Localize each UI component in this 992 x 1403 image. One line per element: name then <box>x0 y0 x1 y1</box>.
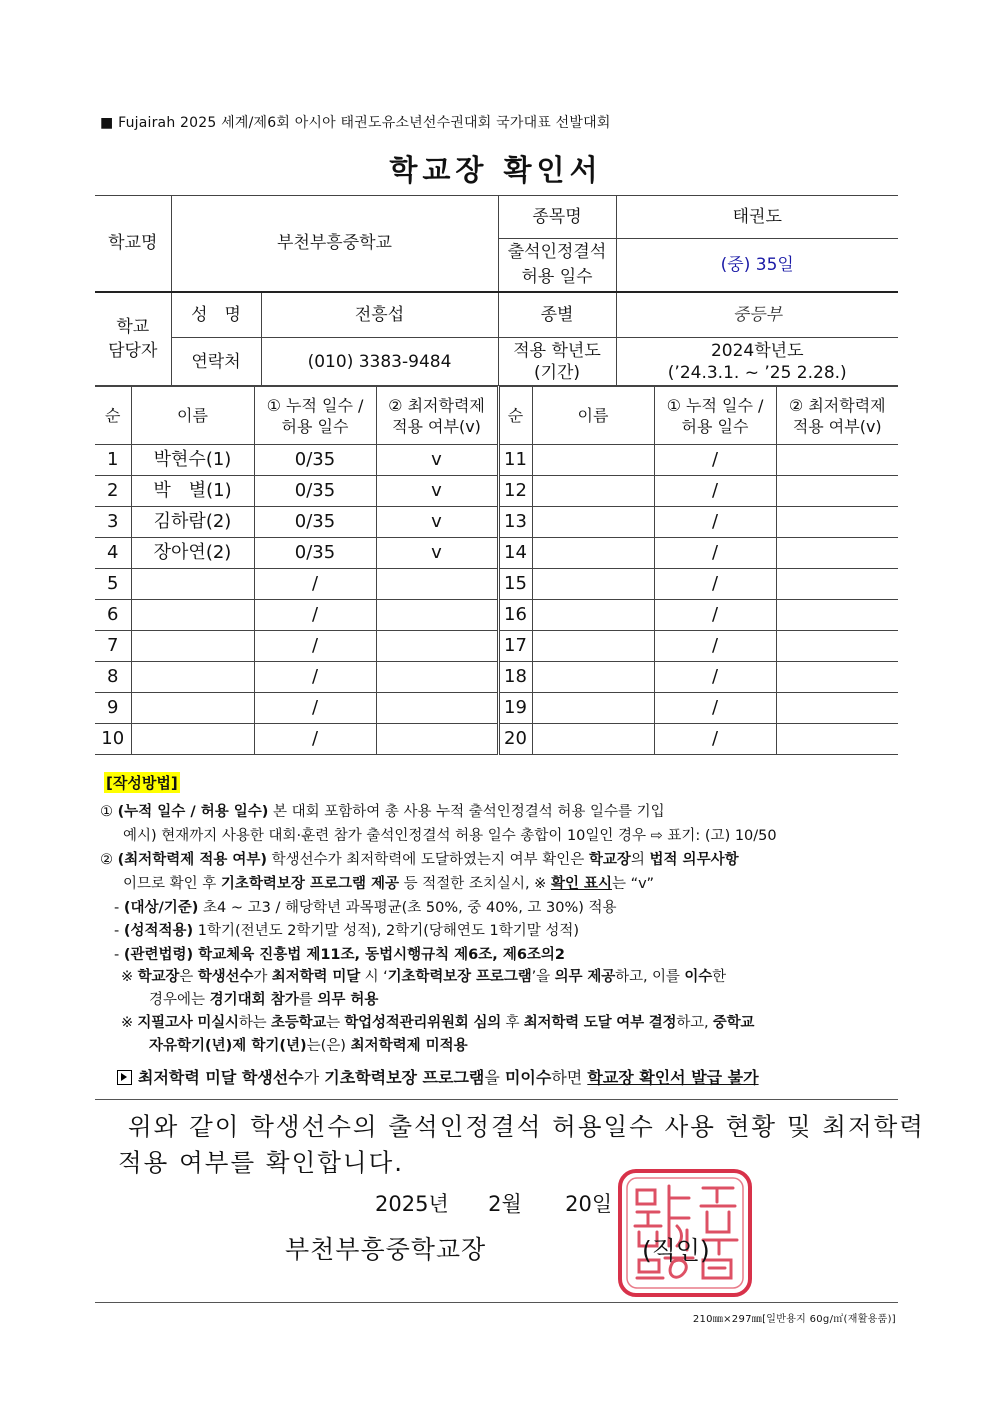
table-row <box>95 693 898 724</box>
method-l3-principal: 학교장 <box>588 852 631 868</box>
row-check-2 <box>776 724 898 755</box>
method-l1-title: (누적 일수 / 허용 일수) <box>117 804 269 820</box>
row-days-2: / <box>654 507 776 538</box>
row-days-2: / <box>654 569 776 600</box>
row-days: / <box>254 600 376 631</box>
row-no: 4 <box>95 538 131 569</box>
school-info-table <box>95 195 898 386</box>
document-title: 학교장 확인서 <box>389 153 603 187</box>
table-row <box>95 662 898 693</box>
row-no-2: 12 <box>498 476 532 507</box>
row-no-2: 19 <box>498 693 532 724</box>
row-name-2 <box>532 507 654 538</box>
notice-incomplete: 미이수 <box>504 1068 552 1087</box>
paper-spec-footer: 210㎜×297㎜[일반용지 60g/㎡(재활용품)] <box>692 1314 896 1325</box>
col-name-header: 이름 <box>131 387 254 445</box>
method-l3-marker: ② <box>100 852 118 868</box>
row-name <box>131 631 254 662</box>
row-name: 박 별(1) <box>131 476 254 507</box>
method-l4-program: 기초학력보장 프로그램 제공 <box>220 876 400 892</box>
method-l8-mark: ※ <box>121 969 138 985</box>
row-no: 8 <box>95 662 131 693</box>
method-line-2: 예시) 현재까지 사용한 대회·훈련 참가 출석인정결석 허용 일수 총합이 10일인 경우 ⇨ 표기: (고) 10/50 <box>123 828 777 844</box>
col-days-header <box>254 387 376 445</box>
method-l8-t6: 한 <box>712 969 727 985</box>
col-name-header-2: 이름 <box>532 387 654 445</box>
seal-label: (직인) <box>642 1236 710 1265</box>
row-check-2 <box>776 445 898 476</box>
row-name-2 <box>532 724 654 755</box>
method-l7-text: (관련법령) 학교체육 진흥법 제11조, 동법시행규칙 제6조, 제6조의2 <box>123 947 566 963</box>
col-check-header-2-line2: 적용 여부(v) <box>792 416 882 436</box>
method-l10-t4: 하고, <box>676 1015 713 1031</box>
notice-program: 기초학력보장 프로그램 <box>324 1068 485 1087</box>
notice-t1: 가 <box>303 1068 325 1087</box>
method-l10-middle: 중학교 <box>712 1015 755 1031</box>
row-no-2: 17 <box>498 631 532 662</box>
row-no: 7 <box>95 631 131 662</box>
row-check-2 <box>776 476 898 507</box>
contact-label: 연락처 <box>171 338 261 386</box>
allowed-days-value: (중) 35일 <box>616 239 898 292</box>
row-check <box>376 724 498 755</box>
method-label: [작성방법] <box>106 774 178 792</box>
table-row <box>95 569 898 600</box>
date-year: 2025년 <box>375 1192 449 1216</box>
row-check-2 <box>776 693 898 724</box>
col-check-header-2-line1: ② 최저학력제 <box>788 395 886 415</box>
row-no-2: 20 <box>498 724 532 755</box>
col-check-header <box>376 387 498 445</box>
manager-label-line1: 학교 <box>116 316 150 337</box>
confirm-statement-line1: 위와 같이 학생선수의 출석인정결석 허용일수 사용 현황 및 최저학력 <box>128 1112 925 1141</box>
row-name <box>131 569 254 600</box>
divider-bottom <box>95 1302 898 1303</box>
method-line-11 <box>149 1037 468 1055</box>
row-no: 1 <box>95 445 131 476</box>
method-line-5 <box>114 899 617 917</box>
col-no-header-2: 순 <box>498 387 532 445</box>
method-l8-principal: 학교장 <box>137 969 180 985</box>
year-value-line2: (’24.3.1. ~ ’25 2.28.) <box>667 362 847 383</box>
row-name <box>131 693 254 724</box>
method-l4-text-e: 는 “v” <box>612 876 654 892</box>
method-line-10 <box>121 1014 754 1032</box>
method-l1-marker: ① <box>100 804 118 820</box>
row-check <box>376 693 498 724</box>
notice-t2: 을 <box>484 1068 505 1087</box>
method-l11-free-semester: 자유학기(년)제 학기(년) <box>149 1038 307 1054</box>
method-l1-text: 본 대회 포함하여 총 사용 누적 출석인정결석 허용 일수를 기입 <box>268 804 665 820</box>
row-name <box>131 662 254 693</box>
method-l10-committee: 학업성적관리위원회 심의 <box>344 1015 502 1031</box>
method-l6-dash: - <box>114 923 124 939</box>
row-check: v <box>376 445 498 476</box>
method-l8-below: 최저학력 미달 <box>271 969 361 985</box>
row-no-2: 15 <box>498 569 532 600</box>
row-name-2 <box>532 631 654 662</box>
principal-signature-name: 부천부흥중학교장 <box>285 1235 487 1264</box>
row-name-2 <box>532 600 654 631</box>
name-value: 전흥섭 <box>261 292 498 338</box>
col-no-header: 순 <box>95 387 131 445</box>
year-label <box>498 338 616 386</box>
table-row <box>95 724 898 755</box>
method-line-6 <box>114 922 579 940</box>
allowed-days-label-line1: 출석인정결석 <box>507 241 607 262</box>
row-no-2: 13 <box>498 507 532 538</box>
method-l6-text: 1학기(전년도 2학기말 성적), 2학기(당해연도 1학기말 성적) <box>193 923 580 939</box>
row-no-2: 14 <box>498 538 532 569</box>
row-name: 박현수(1) <box>131 445 254 476</box>
method-l11-not-applied: 최저학력제 미적용 <box>350 1038 468 1054</box>
row-name: 김하람(2) <box>131 507 254 538</box>
date-month: 2월 <box>488 1192 522 1216</box>
method-l10-mark: ※ <box>121 1015 138 1031</box>
manager-label-line2: 담당자 <box>108 340 158 361</box>
method-l8-t1: 은 <box>179 969 198 985</box>
col-days-header-line2: 허용 일수 <box>281 416 349 436</box>
row-check: v <box>376 507 498 538</box>
row-check-2 <box>776 662 898 693</box>
row-no: 10 <box>95 724 131 755</box>
method-l4-text-a: 이므로 확인 후 <box>123 876 221 892</box>
row-days-2: / <box>654 476 776 507</box>
notice-line <box>117 1068 759 1088</box>
table-row <box>95 600 898 631</box>
row-name-2 <box>532 662 654 693</box>
year-label-line1: 적용 학년도 <box>513 340 601 361</box>
method-l3-text: 학생선수가 최저학력에 도달하였는지 여부 확인은 <box>267 852 589 868</box>
col-days-header-line1: ① 누적 일수 / <box>266 395 364 415</box>
row-no: 9 <box>95 693 131 724</box>
row-check: v <box>376 538 498 569</box>
row-days-2: / <box>654 662 776 693</box>
method-l5-title: (대상/기준) <box>123 900 199 916</box>
row-days: 0/35 <box>254 476 376 507</box>
row-days: 0/35 <box>254 507 376 538</box>
method-l8-complete: 이수 <box>684 969 713 985</box>
table-row <box>95 631 898 662</box>
notice-athlete: 최저학력 미달 학생선수 <box>138 1068 304 1087</box>
row-check <box>376 600 498 631</box>
method-l10-elementary: 초등학교 <box>270 1015 327 1031</box>
row-check-2 <box>776 569 898 600</box>
division-label: 종별 <box>498 292 616 338</box>
athlete-rows <box>95 445 898 755</box>
row-days: / <box>254 693 376 724</box>
table-row <box>95 476 898 507</box>
row-check <box>376 569 498 600</box>
method-line-3 <box>100 851 739 869</box>
school-name: 부천부흥중학교 <box>171 196 498 292</box>
method-l10-t3: 후 <box>501 1015 524 1031</box>
row-name-2 <box>532 445 654 476</box>
row-days-2: / <box>654 538 776 569</box>
row-no-2: 11 <box>498 445 532 476</box>
row-check-2 <box>776 507 898 538</box>
method-line-1 <box>100 803 665 821</box>
contact-value: (010) 3383-9484 <box>261 338 498 386</box>
method-l3-title: (최저학력제 적용 여부) <box>117 852 268 868</box>
name-label: 성 명 <box>171 292 261 338</box>
row-days-2: / <box>654 600 776 631</box>
method-l9-t2: 를 <box>298 992 318 1008</box>
table-row <box>95 538 898 569</box>
col-days-header-2-line1: ① 누적 일수 / <box>666 395 764 415</box>
method-l5-dash: - <box>114 900 124 916</box>
row-days-2: / <box>654 693 776 724</box>
method-l4-mark: 확인 표시 <box>550 876 613 892</box>
method-l8-provide: 의무 제공 <box>554 969 616 985</box>
issue-date <box>375 1188 612 1218</box>
row-days: / <box>254 569 376 600</box>
school-label: 학교명 <box>95 196 171 292</box>
date-day: 20일 <box>565 1192 613 1216</box>
row-check: v <box>376 476 498 507</box>
method-l8-program: 기초학력보장 프로그램 <box>387 969 532 985</box>
method-l10-decision: 최저학력 도달 여부 결정 <box>523 1015 677 1031</box>
confirm-statement-line2: 적용 여부를 확인합니다. <box>118 1148 405 1177</box>
allowed-days-label-line2: 허용 일수 <box>521 266 593 287</box>
row-name <box>131 724 254 755</box>
row-name <box>131 600 254 631</box>
col-check-header-line1: ② 최저학력제 <box>388 395 485 415</box>
row-days: 0/35 <box>254 445 376 476</box>
method-line-7 <box>114 946 565 964</box>
row-name-2 <box>532 569 654 600</box>
notice-t3: 하면 <box>551 1068 588 1087</box>
row-days-2: / <box>654 724 776 755</box>
row-name-2 <box>532 476 654 507</box>
col-check-header-line2: 적용 여부(v) <box>392 416 481 436</box>
allowed-days-label <box>498 239 616 292</box>
method-l8-t5: 하고, 이를 <box>615 969 685 985</box>
divider-top <box>95 1099 898 1100</box>
row-name: 장아연(2) <box>131 538 254 569</box>
method-l10-t1: 하는 <box>238 1015 271 1031</box>
method-l10-exam: 지필고사 미실시 <box>137 1015 239 1031</box>
col-days-header-2 <box>654 387 776 445</box>
method-line-8 <box>121 968 726 986</box>
year-label-line2: (기간) <box>533 362 581 383</box>
row-no: 3 <box>95 507 131 538</box>
athlete-list-table <box>95 386 898 755</box>
row-no-2: 16 <box>498 600 532 631</box>
col-check-header-2 <box>776 387 898 445</box>
contest-header: ■ Fujairah 2025 세계/제6회 아시아 태권도유소년선수권대회 국가대표 선발대회 <box>100 115 611 131</box>
col-days-header-2-line2: 허용 일수 <box>681 416 749 436</box>
row-days: 0/35 <box>254 538 376 569</box>
year-value-line1: 2024학년도 <box>710 340 804 361</box>
table-row <box>95 507 898 538</box>
method-l9-allow: 의무 허용 <box>317 992 379 1008</box>
method-l5-text: 초4 ~ 고3 / 해당학년 과목평균(초 50%, 중 40%, 고 30%) 적용 <box>198 900 617 916</box>
row-days: / <box>254 662 376 693</box>
method-l8-t2: 가 <box>253 969 272 985</box>
method-l8-t4: ’을 <box>531 969 555 985</box>
event-label: 종목명 <box>498 196 616 239</box>
method-l9-competition: 경기대회 참가 <box>209 992 299 1008</box>
method-l3-duty: 법적 의무사항 <box>649 852 739 868</box>
row-check-2 <box>776 631 898 662</box>
row-no: 6 <box>95 600 131 631</box>
method-l3-of: 의 <box>630 852 650 868</box>
year-value <box>616 338 898 386</box>
row-days: / <box>254 631 376 662</box>
arrow-box-icon <box>117 1070 132 1085</box>
event-value: 태권도 <box>616 196 898 239</box>
row-no: 5 <box>95 569 131 600</box>
method-l10-t2: 는 <box>326 1015 345 1031</box>
manager-label <box>95 292 171 386</box>
row-check <box>376 631 498 662</box>
row-no-2: 18 <box>498 662 532 693</box>
method-l11-t1: 는(은) <box>306 1038 351 1054</box>
division-value: 중등부 <box>616 292 898 338</box>
row-check-2 <box>776 600 898 631</box>
row-check <box>376 662 498 693</box>
notice-no-issue: 학교장 확인서 발급 불가 <box>587 1068 759 1087</box>
method-line-9 <box>149 991 378 1009</box>
row-name-2 <box>532 693 654 724</box>
row-no: 2 <box>95 476 131 507</box>
method-l4-text-c: 등 적절한 조치실시, ※ <box>399 876 551 892</box>
row-days: / <box>254 724 376 755</box>
method-l9-t1: 경우에는 <box>149 992 210 1008</box>
row-check-2 <box>776 538 898 569</box>
row-days-2: / <box>654 631 776 662</box>
method-line-4 <box>123 875 654 893</box>
row-name-2 <box>532 538 654 569</box>
method-l8-t3: 시 ‘ <box>360 969 388 985</box>
method-l8-athlete: 학생선수 <box>197 969 254 985</box>
table-row <box>95 445 898 476</box>
method-l7-dash: - <box>114 947 124 963</box>
method-l6-title: (성적적용) <box>123 923 194 939</box>
row-days-2: / <box>654 445 776 476</box>
